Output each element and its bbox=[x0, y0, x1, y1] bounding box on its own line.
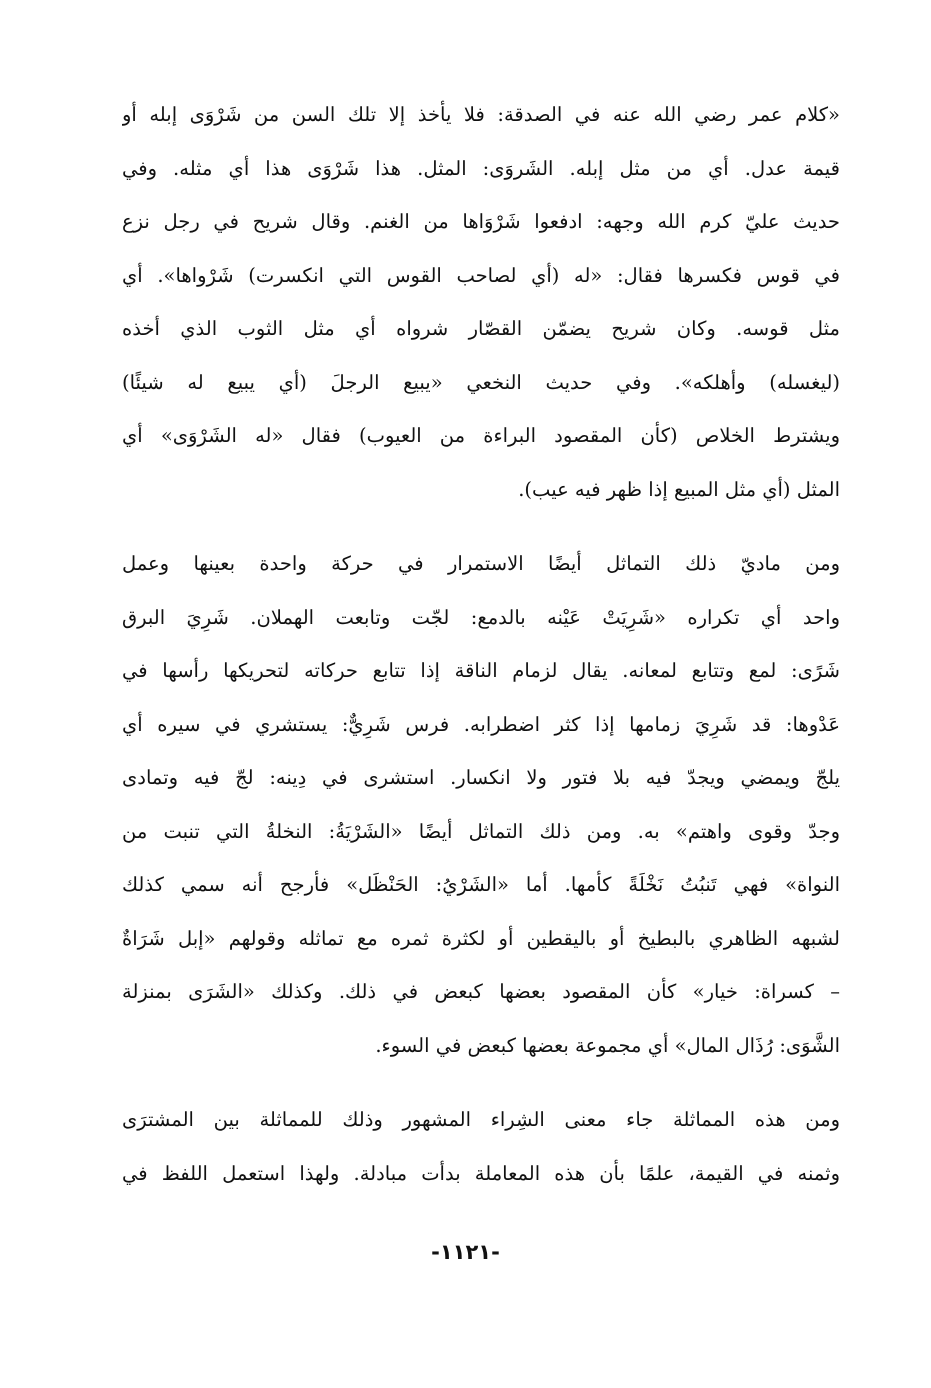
text-line: لشبهه الظاهري بالبطيخ أو باليقطين أو لكثرة ثمره مع تماثله وقولهم «إبل شَرَاةٌ bbox=[122, 926, 840, 950]
page-body bbox=[122, 88, 840, 1200]
text-line: ومن هذه المماثلة جاء معنى الشِراء المشهور وذلك للمماثلة بين المشترَى bbox=[122, 1108, 840, 1131]
text-line: – كسراة: خيار» كأن المقصود بعضها كبعض في ذلك. وكذلك «الشَرَى بمنزلة bbox=[122, 980, 840, 1003]
text-line: وجدّ وقوى واهتم» به. ومن ذلك التماثل أيضًا «الشَرْيَةُ: النخلةُ التي تنبت من bbox=[122, 819, 840, 843]
text-line: (ليغسله) وأهلكه». وفي حديث النخعي «يبيع الرجلَ (أي يبيع له شيئًا) bbox=[122, 370, 840, 394]
text-line: يلجّ ويمضي ويجدّ فيه بلا فتور ولا انكسار. استشرى في دِينه: لجّ فيه وتمادى bbox=[122, 766, 840, 789]
text-line: الشَّوَى: رُذَال المال» أي مجموعة بعضها كبعض في السوء. bbox=[375, 1033, 840, 1057]
text-line: حديث عليّ كرم الله وجهه: ادفعوا شَرْوَاها من الغنم. وقال شريح في رجل نزع bbox=[122, 210, 840, 233]
paragraph-gap bbox=[122, 516, 840, 537]
text-line: «كلام عمر رضي الله عنه في الصدقة: فلا يأخذ إلا تلك السن من شَرْوَى إبله أو bbox=[122, 103, 840, 126]
page-number: -١١٢١- bbox=[431, 1240, 500, 1264]
text-line: ومن ماديّ ذلك التماثل أيضًا الاستمرار في حركة واحدة بعينها وعمل bbox=[122, 552, 840, 575]
text-line: شَرًى: لمع وتتابع لمعانه. يقال لزمام الناقة إذا تتابع حركاته لتحريكها رأسها في bbox=[122, 659, 840, 682]
paragraph-1 bbox=[122, 88, 840, 516]
paragraph-gap bbox=[122, 1072, 840, 1093]
text-line: في قوس فكسرها فقال: «له (أي لصاحب القوس التي انكسرت) شَرْواها». أي bbox=[122, 263, 840, 287]
text-line: واحد أي تكراره «شَرِيَتْ عَيْنه بالدمع: لجّت وتابعت الهملان. شَرِيَ البرق bbox=[122, 605, 840, 629]
text-line: مثل قوسه. وكان شريح يضمّن القصّار شرواه أي مثل الثوب الذي أخذه bbox=[122, 317, 840, 340]
text-line: النواة» فهي تَنبُتُ نَخْلَةً كأمها. أما «الشَرْيُ: الحَنْظَل» فأرجح أنه سمي كذلك bbox=[122, 873, 840, 896]
paragraph-2 bbox=[122, 537, 840, 1072]
text-line: عَدْوها: قد شَرِيَ زمامها إذا كثر اضطرابه. فرس شَرِيٌّ: يستشري في سيره أي bbox=[122, 712, 840, 736]
text-line: وثمنه في القيمة، علمًا بأن هذه المعاملة بدأت مبادلة. ولهذا استعمل اللفظ في bbox=[122, 1161, 840, 1185]
paragraph-3 bbox=[122, 1093, 840, 1200]
text-line: قيمة عدل. أي من مثل إبله. الشَروَى: المثل. هذا شَرْوَى هذا أي مثله. وفي bbox=[122, 156, 840, 180]
text-line: المثل (أي مثل المبيع إذا ظهر فيه عيب). bbox=[518, 477, 840, 501]
text-line: ويشترط الخلاص (كأن المقصود البراءة من العيوب) فقال «له الشَرْوَى» أي bbox=[122, 424, 840, 447]
